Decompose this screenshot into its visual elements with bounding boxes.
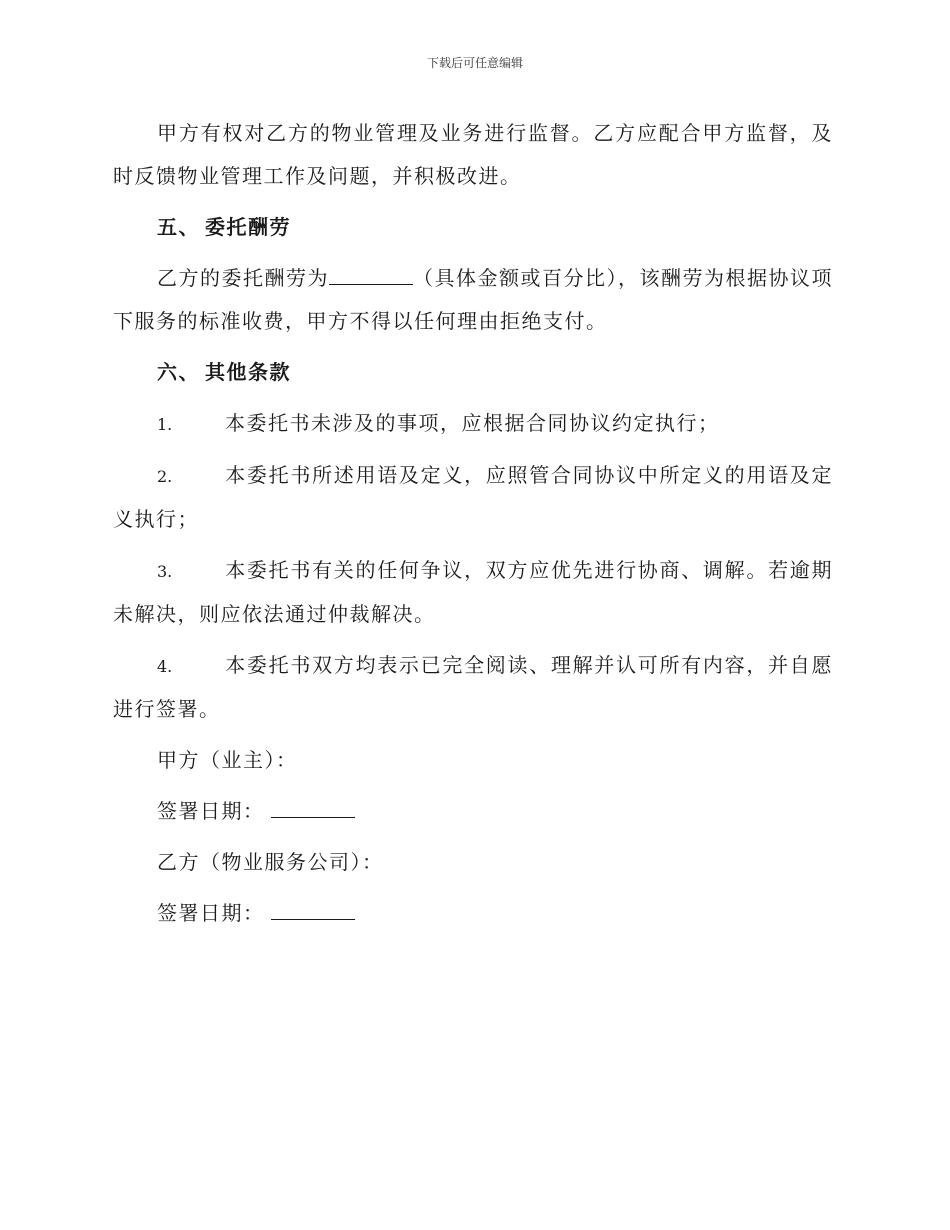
clause-text: 本委托书有关的任何争议，双方应优先进行协商、调解。若逾期未解决，则应依法通过仲裁解决。 bbox=[113, 558, 833, 626]
section-5-paragraph bbox=[113, 257, 833, 343]
section-6-number: 六、 bbox=[157, 360, 200, 384]
section-5-title: 委托酬劳 bbox=[205, 215, 291, 239]
clause-number: 4. bbox=[157, 657, 173, 676]
party-a-date-row bbox=[113, 790, 833, 833]
clause-item bbox=[113, 402, 833, 446]
party-b-date-blank bbox=[271, 893, 355, 920]
fee-blank-line bbox=[329, 258, 413, 285]
clause-number: 1. bbox=[157, 415, 173, 434]
clause-item bbox=[113, 454, 833, 541]
section-5-number: 五、 bbox=[157, 215, 200, 239]
party-b-label: 乙方（物业服务公司）： bbox=[157, 850, 384, 874]
clause-number: 3. bbox=[157, 562, 173, 581]
fee-text-before: 乙方的委托酬劳为 bbox=[157, 266, 329, 290]
fee-text-after: （具体金额或百分比），该酬劳为根据协议项下服务的标准收费，甲方不得以任何理由拒绝支付。 bbox=[113, 266, 833, 333]
section-5-heading bbox=[113, 206, 833, 249]
clause-text: 本委托书双方均表示已完全阅读、理解并认可所有内容，并自愿进行签署。 bbox=[113, 653, 833, 721]
clause-item bbox=[113, 549, 833, 636]
section-6-title: 其他条款 bbox=[205, 360, 291, 384]
page-header: 下载后可任意编辑 bbox=[426, 56, 523, 70]
supervision-paragraph: 甲方有权对乙方的物业管理及业务进行监督。乙方应配合甲方监督，及时反馈物业管理工作及问题，并积极改进。 bbox=[113, 121, 833, 188]
party-a-date-label: 签署日期： bbox=[157, 799, 265, 823]
party-b-date-row bbox=[113, 892, 833, 935]
clause-number: 2. bbox=[157, 467, 173, 486]
clause-text: 本委托书未涉及的事项，应根据合同协议约定执行； bbox=[225, 411, 720, 435]
document-body bbox=[113, 112, 833, 943]
section-6-heading bbox=[113, 351, 833, 394]
party-a-label: 甲方（业主）： bbox=[157, 748, 298, 772]
clause-item bbox=[113, 644, 833, 731]
clause-text: 本委托书所述用语及定义，应照管合同协议中所定义的用语及定义执行； bbox=[113, 463, 833, 531]
party-b-date-label: 签署日期： bbox=[157, 901, 265, 925]
party-a-date-blank bbox=[271, 791, 355, 818]
